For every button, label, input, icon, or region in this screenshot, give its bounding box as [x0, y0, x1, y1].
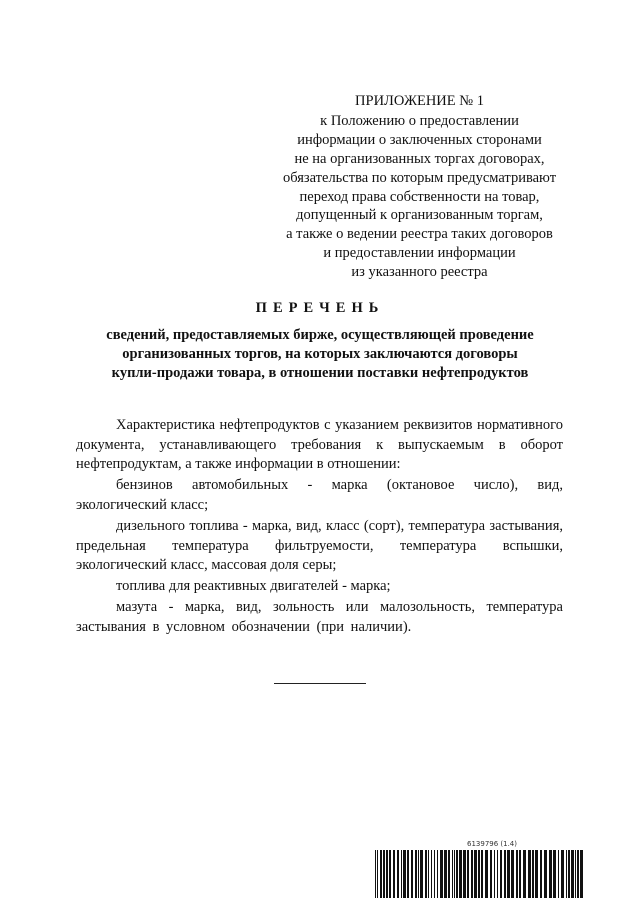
barcode-block [375, 840, 589, 898]
appendix-line: из указанного реестра [351, 264, 488, 281]
subtitle-line: организованных торгов, на которых заключаются договоры [122, 346, 518, 362]
appendix-reference [262, 92, 577, 282]
appendix-line: допущенный к организованным торгам, [296, 207, 543, 224]
paragraph-diesel: дизельного топлива - марка, вид, класс (сорт), температура застывания, предельная температура фильтруемости, температура вспышки, экологический класс, массовая доля серы; [76, 517, 563, 574]
barcode-image [375, 850, 589, 898]
barcode-code: 6139796 (1.4) [467, 840, 517, 848]
paragraph-fuel-oil: мазута - марка, вид, зольность или малозольность, температура застывания в условном обозначении (при наличии). [76, 599, 563, 635]
appendix-title: ПРИЛОЖЕНИЕ № 1 [355, 93, 484, 109]
document-title: ПЕРЕЧЕНЬ [255, 300, 385, 316]
paragraph-gasoline: бензинов автомобильных - марка (октановое число), вид, экологический класс; [76, 477, 563, 513]
appendix-line: не на организованных торгах договорах, [294, 150, 545, 167]
appendix-line: и предоставлении информации [323, 245, 516, 262]
appendix-line: информации о заключенных сторонами [297, 131, 542, 148]
separator-line [274, 683, 366, 684]
document-body [76, 416, 563, 639]
appendix-line: переход права собственности на товар, [299, 188, 540, 205]
appendix-line: а также о ведении реестра таких договоров [286, 226, 553, 243]
document-subtitle [60, 326, 580, 383]
appendix-line: обязательства по которым предусматривают [282, 169, 557, 186]
appendix-line: к Положению о предоставлении [320, 112, 519, 129]
subtitle-line: сведений, предоставляемых бирже, осуществляющей проведение [106, 327, 534, 343]
subtitle-line: купли-продажи товара, в отношении поставки нефтепродуктов [111, 365, 529, 381]
paragraph-jet-fuel: топлива для реактивных двигателей - марка; [116, 578, 391, 595]
paragraph-characteristics: Характеристика нефтепродуктов с указанием реквизитов нормативного документа, устанавливающего требования к выпускаемым в оборот нефтепродуктам, а также информации в отношении: [76, 417, 563, 473]
